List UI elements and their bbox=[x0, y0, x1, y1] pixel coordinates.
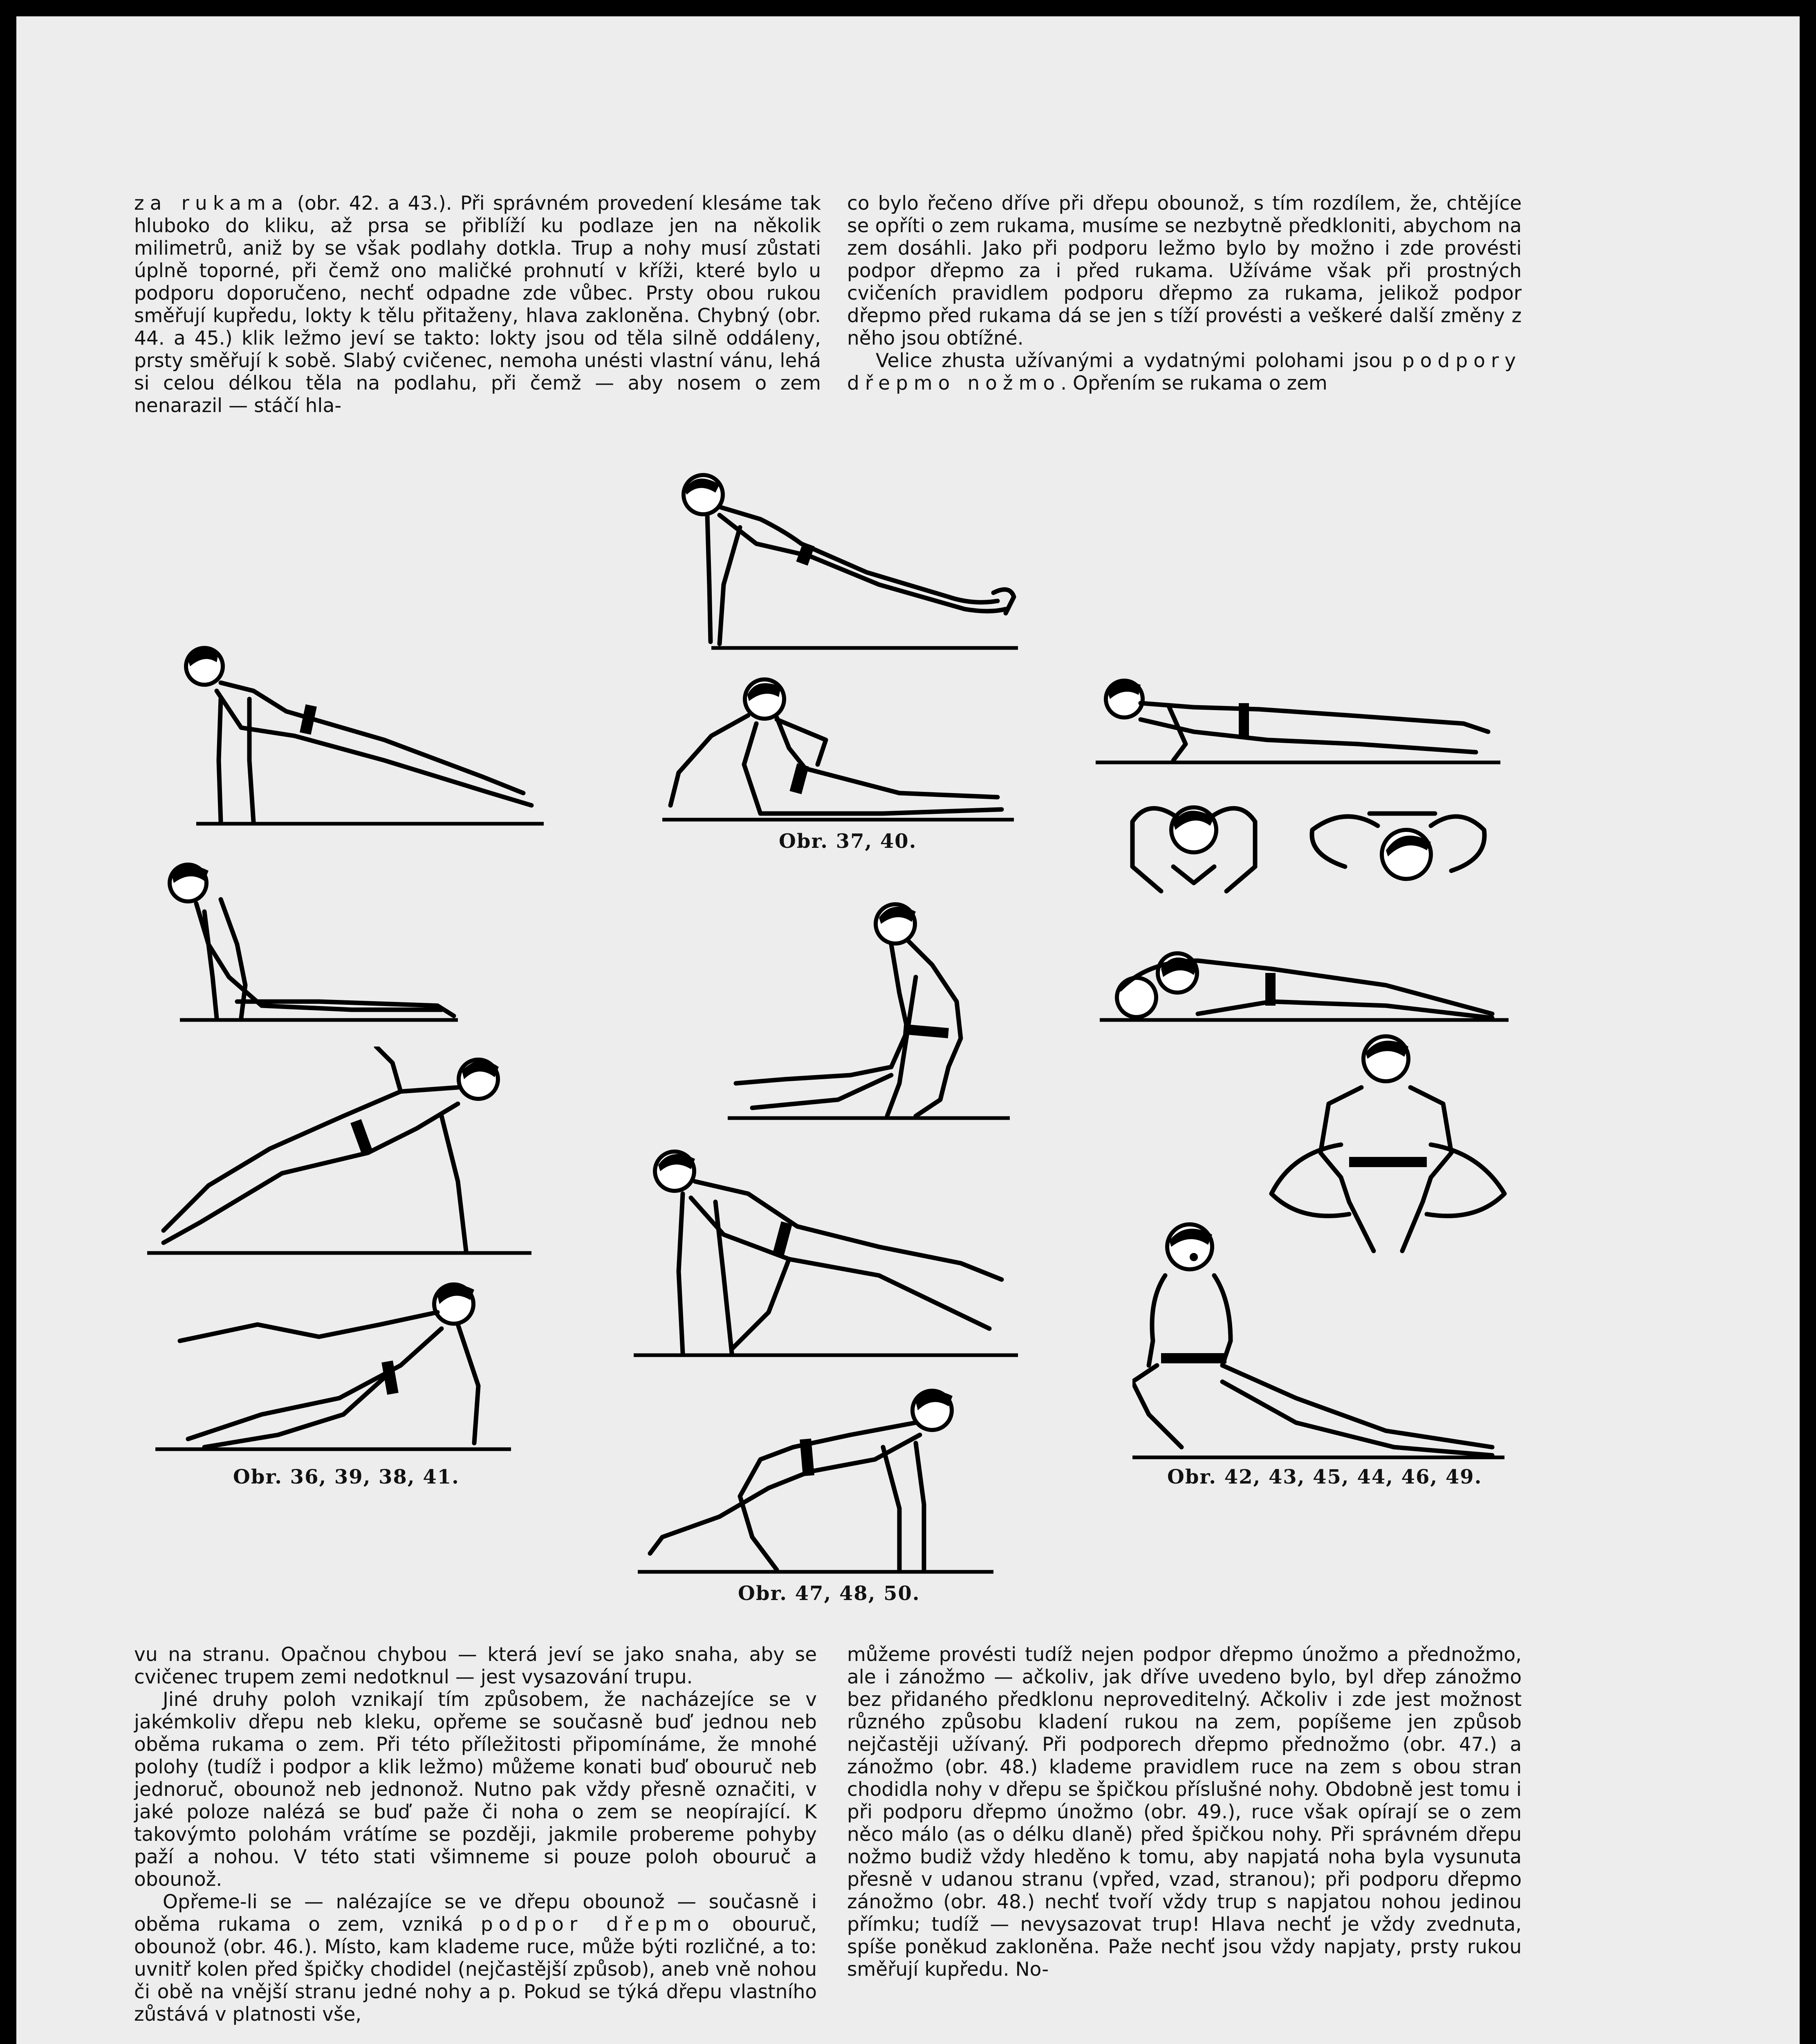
paragraph bbox=[134, 192, 821, 417]
figure-42-push-up bbox=[1096, 670, 1504, 769]
figure-39-side-plank bbox=[147, 1047, 536, 1259]
figure-44-lying bbox=[1100, 936, 1513, 1026]
text-column-top-left bbox=[134, 192, 821, 417]
paragraph-text: obouruč, obounož (obr. 46.). Místo, kam klademe ruce, může býti rozličné, a to: uvnitř kolen před špičky chodidel (nejčastější způsob), aneb vně nohou či obě na vnější stranu jedné nohy a p. Pokud se týká dřepu vlastního zůstává v platnosti vše, bbox=[134, 1913, 817, 2026]
figure-38-arch bbox=[155, 854, 470, 1026]
paragraph-text: . Opřením se rukama o zem bbox=[1060, 372, 1327, 394]
spaced-term: podpory dřepmo nožmo bbox=[847, 350, 1522, 394]
figure-caption: Obr. 47, 48, 50. bbox=[738, 1582, 920, 1605]
figure-45-front-view bbox=[1296, 789, 1492, 891]
figure-49-side-lunge bbox=[1132, 1218, 1509, 1464]
figure-caption: Obr. 42, 43, 45, 44, 46, 49. bbox=[1167, 1466, 1482, 1488]
text-column-bottom-right bbox=[847, 1643, 1522, 1981]
figure-caption: Obr. 37, 40. bbox=[779, 830, 917, 853]
text-column-bottom-left bbox=[134, 1643, 817, 2026]
figure-36-push-up bbox=[172, 638, 548, 830]
figure-46-squat-leg-extended bbox=[728, 895, 1014, 1124]
figure-43-front-view bbox=[1116, 785, 1271, 895]
text-column-top-right bbox=[847, 192, 1522, 394]
spaced-term: podpor dřepmo bbox=[480, 1913, 715, 1936]
paragraph: můžeme provésti tudíž nejen podpor dřepmo únožmo a přednožmo, ale i zánožmo — ačkoliv, jak dříve uvedeno bylo, byl dřep zánožmo bez přidaného předklonu neproveditelný. Ačkoliv i zde jest možnost různého způsobu kladení rukou na zem, popíšeme jen způsob nejčastěji užívaný. Při podporech dřepmo přednožmo (obr. 47.) a zánožmo (obr. 48.) klademe pravidlem ruce na zem s obou stran chodidla nohy v dřepu se špičkou příslušné nohy. Obdobně jest tomu i při podporu dřepmo únožmo (obr. 49.), ruce však opírají se o zem něco málo (as o délku dlaně) před špičkou nohy. Při správném dřepu nožmo budiž vždy hleděno k tomu, aby napjatá noha byla vysunuta přesně v udanou stranu (vpřed, vzad, stranou); při podporu dřepmo zánožmo (obr. 48.) nechť tvoří vždy trup s napjatou nohou jedinou přímku; tudíž — nevysazovat trup! Hlava nechť je vždy zvednuta, spíše poněkud zakloněna. Paže nechť jsou vždy napjaty, prsty rukou směřují kupředu. No- bbox=[847, 1643, 1522, 1981]
paragraph-text: Opřeme-li se — nalézajíce se ve dřepu obounož — současně i oběma rukama o zem, vzniká bbox=[134, 1891, 817, 1936]
paragraph: Jiné druhy poloh vznikají tím způsobem, že nacházejíce se v jakémkoliv dřepu neb kleku, opřeme se současně buď jednou neb oběma rukama o zem. Při této příležitosti připomínáme, že mnohé polohy (tudíž i podpor a klik ležmo) můžeme konati buď obouruč neb jednoruč, obounož neb jednonož. Nutno pak vždy přesně označiti, v jaké poloze nalézá se buď paže či noha o zem se neopírající. K takovýmto polohám vrátíme se později, jakmile probereme pohyby paží a nohou. V této stati všimneme si pouze poloh obouruč a obounož. bbox=[134, 1688, 817, 1891]
paragraph-text: (obr. 42. a 43.). Při správném provedení klesáme tak hluboko do kliku, až prsa se přiblíží ku podlaze jen na několik milimetrů, aniž by se však podlahy dotkla. Trup a nohy musí zůstati úplně toporné, při čemž ono maličké prohnutí v kříži, které bylo u podporu doporučeno, nechť odpadne zde vůbec. Prsty obou rukou směřují kupředu, lokty k tělu přitaženy, hlava zakloněna. Chybný (obr. 44. a 45.) klik ležmo jeví se takto: lokty jsou od těla silně oddáleny, prsty směřují k sobě. Slabý cvičenec, nemoha unésti vlastní vánu, lehá si celou délkou těla na podlahu, při čemž — aby nosem o zem nenarazil — stáčí hla- bbox=[134, 192, 821, 417]
figure-47-lunge-support bbox=[634, 1141, 1022, 1361]
spaced-term: za rukama bbox=[134, 192, 289, 215]
figure-37-lean-back bbox=[638, 462, 1051, 654]
figure-40-seated-lean bbox=[654, 670, 1022, 826]
figure-caption: Obr. 36, 39, 38, 41. bbox=[233, 1466, 460, 1488]
figure-50-all-fours bbox=[638, 1382, 998, 1578]
figure-41-side-reach bbox=[155, 1271, 515, 1455]
paragraph bbox=[134, 1891, 817, 2026]
paragraph: co bylo řečeno dříve při dřepu obounož, s tím rozdílem, že, chtějíce se opříti o zem rukama, musíme se nezbytně předkloniti, abychom na zem dosáhli. Jako při podporu ležmo bylo by možno i zde provésti podpor dřepmo za i před rukama. Užíváme však při prostných cvičeních pravidlem podporu dřepmo za rukama, jelikož podpor dřepmo před rukama dá se jen s tíží provésti a veškeré další změny z něho jsou obtížné. bbox=[847, 192, 1522, 350]
paragraph: vu na stranu. Opačnou chybou — která jeví se jako snaha, aby se cvičenec trupem zemi nedotknul — jest vysazování trupu. bbox=[134, 1643, 817, 1688]
paragraph-text: Velice zhusta užívanými a vydatnými polohami jsou bbox=[876, 350, 1402, 372]
paragraph bbox=[847, 350, 1522, 394]
